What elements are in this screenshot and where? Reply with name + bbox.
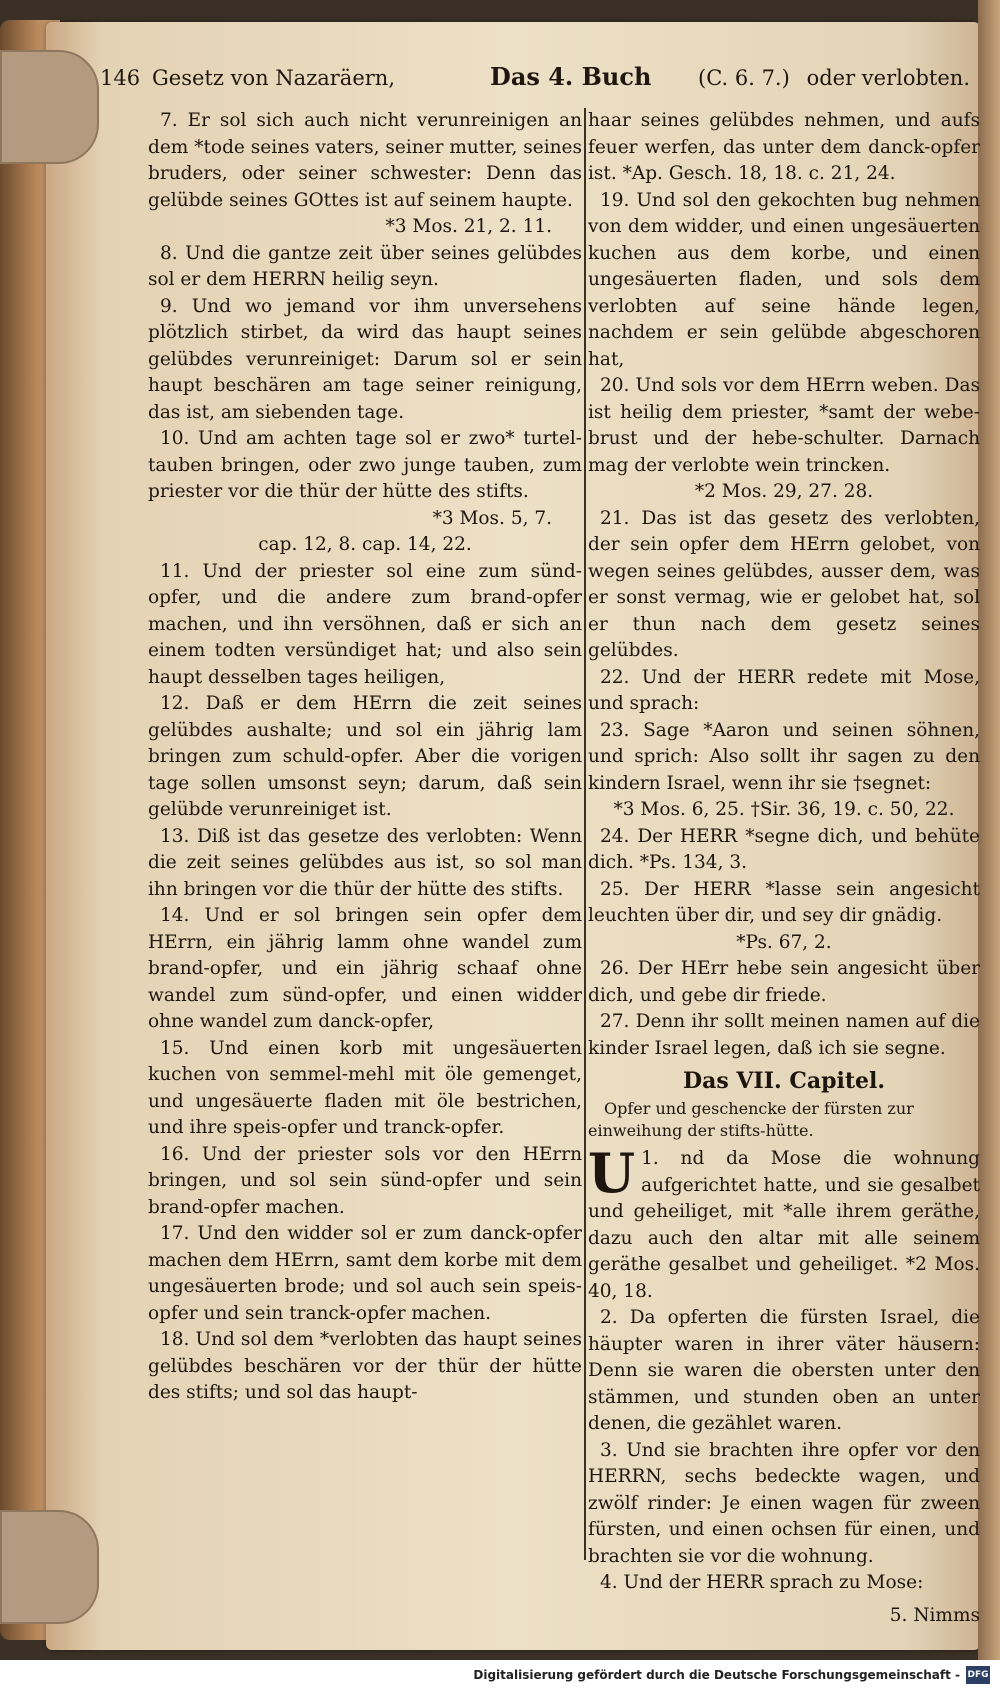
verse: 7. Er sol sich auch nicht verunreinigen an dem *tode seines vaters, seiner mutter, seines bruders, oder seiner schwester: Denn das gelübde seines GOttes ist auf seinem haupte. — [148, 110, 582, 211]
verse — [588, 1141, 980, 1305]
left-column — [148, 108, 582, 1407]
header-right-title: oder verlobten. — [806, 66, 970, 90]
verse: 26. Der HErr hebe sein angesicht über dich, und gebe dir friede. — [588, 958, 980, 1006]
verse: 2. Da opferten die fürsten Israel, die häupter waren in ihrer väter häusern: Denn sie waren die obersten unter den stämmen, und stunden oben an unter denen, die gezählet waren. — [588, 1307, 980, 1434]
cross-reference: cap. 12, 8. cap. 14, 22. — [258, 534, 472, 555]
column-divider — [584, 108, 586, 1560]
verse: 23. Sage *Aaron und seinen söhnen, und sprich: Also sollt ihr sagen zu den kindern Israel, wenn ihr sie †segnet: — [588, 719, 980, 794]
right-column-verses — [588, 108, 980, 1062]
verse: 19. Und sol den gekochten bug nehmen von dem widder, und einen ungesäuerten kuchen aus dem korbe, und einen ungesäuerten fladen, und sols dem verlobten auf seine hände legen, nachdem er sein gelübde abgeschoren hat, — [588, 189, 980, 370]
verse: 14. Und er sol bringen sein opfer dem HErrn, ein jährig lamm ohne wandel zum brand-opfer, und ein jährig schaaf ohne wandel zum sünd-opfer, und einen widder ohne wandel zum danck-opfer, — [148, 905, 582, 1032]
verse: 15. Und einen korb mit ungesäuerten kuchen von semmel-mehl mit öle gemenget, und ungesäuerte fladen mit öle bestrichen, und ihre speis-opfer und tranck-opfer. — [148, 1037, 582, 1138]
verse: 10. Und am achten tage sol er zwo* turtel-tauben bringen, oder zwo junge tauben, zum priester vor die thür der hütte des stifts. — [148, 428, 582, 502]
cross-reference: *Ps. 67, 2. — [736, 931, 832, 953]
dfg-logo: DFG — [966, 1666, 990, 1684]
verse: 13. Diß ist das gesetze des verlobten: Wenn die zeit seines gelübdes aus ist, so sol man ihn bringen vor die thür der hütte des stifts. — [148, 825, 582, 900]
verse: 3. Und sie brachten ihre opfer vor den HERRN, sechs bedeckte wagen, und zwölf rinder: Je einen wagen für zween fürsten, und einen ochsen für einen, und brachten sie vor die wohnung. — [588, 1439, 980, 1567]
verse: 24. Der HERR *segne dich, und behüte dich. *Ps. 134, 3. — [588, 825, 980, 873]
cross-reference: *3 Mos. 21, 2. 11. — [385, 216, 552, 237]
right-column — [588, 108, 980, 1629]
footer-credit: Digitalisierung gefördert durch die Deutsche Forschungsgemeinschaft - — [473, 1668, 960, 1682]
verse: 9. Und wo jemand vor ihm unversehens plötzlich stirbet, da wird das haupt seines gelübdes verunreiniget: Darum sol er sein haupt beschären am tage seiner reinigung, das ist, am siebenden tage. — [148, 295, 582, 423]
footer-bar — [0, 1660, 1000, 1694]
header-chapters: (C. 6. 7.) — [698, 66, 790, 90]
verse: 20. Und sols vor dem HErrn weben. Das ist heilig dem priester, *samt der webe-brust und der hebe-schulter. Darnach mag der verlobte wein trincken. — [588, 375, 980, 476]
next-page-edge — [978, 0, 1000, 1660]
book-clasp-bottom — [0, 1510, 99, 1624]
verse-continuation: haar seines gelübdes nehmen, und aufs feuer werfen, das unter dem danck-opfer ist. *Ap. Gesch. 18, 18. c. 21, 24. — [588, 110, 980, 184]
verse: 8. Und die gantze zeit über seines gelübdes sol er dem HERRN heilig seyn. — [148, 242, 582, 290]
page-number: 146 — [100, 66, 141, 90]
verse: 4. Und der HERR sprach zu Mose: — [600, 1572, 924, 1593]
verse: 18. Und sol dem *verlobten das haupt seines gelübdes beschären vor der thür der hütte des stifts; und sol das haupt- — [148, 1329, 582, 1403]
header-left-title: Gesetz von Nazaräern, — [152, 66, 395, 90]
verse: 17. Und den widder sol er zum danck-opfer machen dem HErrn, samt dem korbe mit dem ungesäuerten brode; und sol auch sein speis-opfer und sein tranck-opfer machen. — [148, 1223, 582, 1324]
chapter-summary: Opfer und geschencke der fürsten zur einweihung der stifts-hütte. — [588, 1099, 914, 1140]
cross-reference: *3 Mos. 5, 7. — [432, 507, 552, 529]
verse-text: 1. nd da Mose die wohnung aufgerichtet hatte, und sie gesalbet und geheiliget, mit *alle ihrem geräthe, dazu auch den altar mit alle seinem geräthe gesalbet und geheiliget. *2 Mos. 40, 18. — [588, 1148, 980, 1302]
verse: 21. Das ist das gesetz des verlobten, der sein opfer dem HErrn gelobet, von wegen seines gelübdes, ausser dem, was er sonst vermag, wie er gelobet hat, sol er thun nach dem gesetz seines gelübdes. — [588, 507, 980, 661]
cross-reference: *2 Mos. 29, 27. 28. — [694, 481, 874, 502]
verse: 22. Und der HERR redete mit Mose, und sprach: — [588, 666, 980, 714]
running-header — [100, 60, 970, 100]
verse: 11. Und der priester sol eine zum sünd-opfer, und die andere zum brand-opfer machen, und ihn versöhnen, daß er sich an einem todten versündiget hat; und also sein haupt desselben tages heiligen, — [148, 560, 582, 688]
chapter-verses — [588, 1141, 980, 1597]
verse: 27. Denn ihr sollt meinen namen auf die kinder Israel legen, daß ich sie segne. — [588, 1011, 980, 1059]
book-clasp-top — [0, 50, 99, 164]
verse: 25. Der HERR *lasse sein angesicht leuchten über dir, und sey dir gnädig. — [588, 878, 980, 926]
chapter-title: Das VII. Capitel. — [682, 1068, 886, 1094]
cross-reference: *3 Mos. 6, 25. †Sir. 36, 19. c. 50, 22. — [613, 799, 955, 820]
drop-cap: U — [588, 1141, 636, 1205]
verse: 16. Und der priester sols vor den HErrn bringen, und sol sein sünd-opfer und sein brand-opfer machen. — [148, 1143, 582, 1218]
verse: 12. Daß er dem HErrn die zeit seines gelübdes aushalte; und sol ein jährig lam bringen zum schuld-opfer. Aber die vorigen tage sollen umsonst seyn; darum, daß sein gelübde verunreiniget ist. — [148, 693, 582, 820]
catchword: 5. Nimms — [889, 1604, 980, 1626]
header-book-title: Das 4. Buch — [490, 62, 652, 91]
